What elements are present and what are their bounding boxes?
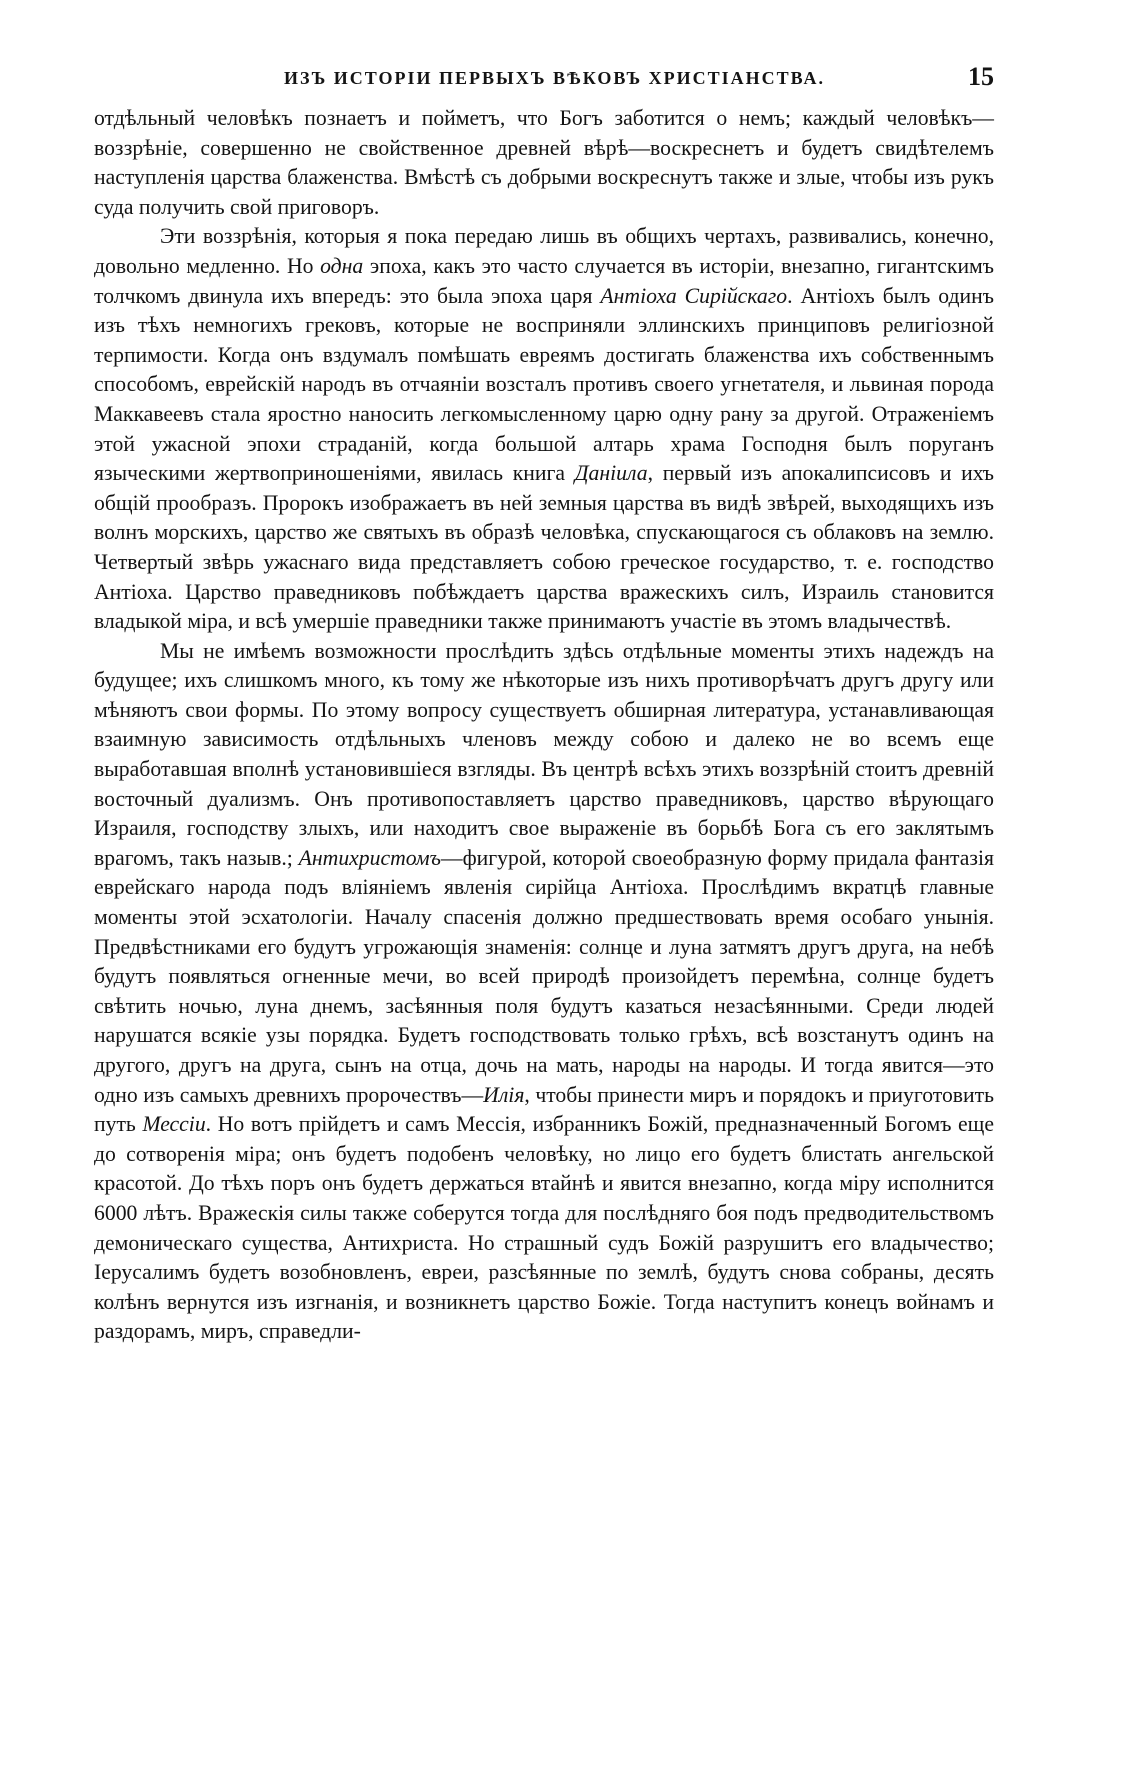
text-run: Эти воззрѣнія, которыя я пока передаю лишь въ общихъ чертахъ, развивались, конечно, довольно медленно. Но — [94, 224, 994, 278]
body-text — [94, 104, 994, 1347]
page-number: 15 — [968, 62, 994, 91]
italic-run: Илія — [483, 1082, 525, 1107]
text-run: —фигурой, которой своеобразную форму придала фантазія еврейскаго народа подъ вліяніемъ явленія сирійца Антіоха. Прослѣдимъ вкратцѣ главные моменты этой эсхатологіи. Началу спасенія должно предшествовать время особаго унынія. Предвѣстниками его будутъ угрожающія знаменія: солнце и луна затмятъ другъ друга, на небѣ будутъ появляться огненные мечи, во всей природѣ произойдетъ перемѣна, солнце будетъ свѣтить ночью, луна днемъ, засѣянныя поля будутъ казаться незасѣянными. Среди людей нарушатся всякіе узы порядка. Будетъ господствовать только грѣхъ, всѣ возстанутъ одинъ на другого, другъ на друга, сынъ на отца, дочь на мать, народы на народы. И тогда явится—это одно изъ самыхъ древнихъ пророчествъ— — [94, 845, 994, 1107]
text-run: эпоха, какъ это часто случается въ исторіи, внезапно, гигантскимъ толчкомъ двинула ихъ впередъ: это была эпоха царя — [94, 253, 994, 308]
running-head — [94, 62, 994, 102]
paragraph-2 — [94, 222, 994, 636]
book-page — [94, 62, 994, 1347]
italic-run: одна — [320, 253, 364, 278]
running-title: ИЗЪ ИСТОРІИ ПЕРВЫХЪ ВѢКОВЪ ХРИСТІАНСТВА. — [284, 68, 826, 88]
text-run: . Но вотъ прійдетъ и самъ Мессія, избранникъ Божій, предназначенный Богомъ еще до сотворенія міра; онъ будетъ подобенъ человѣку, но лицо его будетъ блистать ангельской красотой. До тѣхъ поръ онъ будетъ держаться втайнѣ и явится внезапно, когда міру исполнится 6000 лѣтъ. Вражескія силы также соберутся тогда для послѣдняго боя подъ предводительствомъ демоническаго существа, Антихриста. Но страшный судъ Божій разрушитъ его владычество; Іерусалимъ будетъ возобновленъ, евреи, разсѣянные по землѣ, будутъ снова собраны, десять колѣнъ вернутся изъ изгнанія, и возникнетъ царство Божіе. Тогда наступитъ конецъ войнамъ и раздорамъ, миръ, справедли- — [94, 1112, 994, 1344]
text-run: Мы не имѣемъ возможности прослѣдить здѣсь отдѣльные моменты этихъ надеждъ на будущее; ихъ слишкомъ много, къ тому же нѣкоторые изъ нихъ противорѣчатъ другъ другу или мѣняютъ свои формы. По этому вопросу существуетъ обширная литература, устанавливающая взаимную зависимость отдѣльныхъ членовъ между собою и далеко не во всемъ еще выработавшая вполнѣ установившіеся взгляды. Въ центрѣ всѣхъ этихъ воззрѣній стоитъ древній восточный дуализмъ. Онъ противопоставляетъ царство праведниковъ, царство вѣрующаго Израиля, господству злыхъ, или находитъ свое выраженіе въ борьбѣ Бога съ его заклятымъ врагомъ, такъ назыв.; — [94, 638, 994, 870]
text-run: , первый изъ апокалипсисовъ и ихъ общій прообразъ. Пророкъ изображаетъ въ ней земныя царства въ видѣ звѣрей, выходящихъ изъ волнъ морскихъ, царство же святыхъ въ образѣ человѣка, спускающагося съ облаковъ на землю. Четвертый звѣрь ужаснаго вида представляетъ собою греческое государство, т. е. господство Антіоха. Царство праведниковъ побѣждаетъ царства вражескихъ силъ, Израиль становится владыкой міра, и всѣ умершіе праведники также принимаютъ участіе въ этомъ владычествѣ. — [94, 461, 994, 634]
italic-run: Мессіи — [142, 1112, 206, 1137]
italic-run: Антихристомъ — [298, 845, 441, 870]
text-run: отдѣльный человѣкъ познаетъ и пойметъ, что Богъ заботится о немъ; каждый человѣкъ—воззрѣніе, совершенно не свойственное древней вѣрѣ—воскреснетъ и будетъ свидѣтелемъ наступленія царства блаженства. Вмѣстѣ съ добрыми воскреснутъ также и злые, чтобы изъ рукъ суда получить свой приговоръ. — [94, 106, 994, 219]
text-run: , чтобы принести миръ и порядокъ и приуготовить путь — [94, 1082, 994, 1137]
text-run: . Антіохъ былъ одинъ изъ тѣхъ немногихъ грековъ, которые не восприняли эллинскихъ принциповъ религіозной терпимости. Когда онъ вздумалъ помѣшать евреямъ достигать блаженства ихъ собственнымъ способомъ, еврейскій народъ въ отчаяніи возсталъ противъ своего угнетателя, и львиная порода Маккавеевъ стала яростно наносить легкомысленному царю одну рану за другой. Отраженіемъ этой ужасной эпохи страданій, когда большой алтарь храма Господня былъ поруганъ языческими жертвоприношеніями, явилась книга — [94, 283, 994, 486]
paragraph-1 — [94, 104, 994, 222]
italic-run: Даніила — [574, 461, 648, 486]
italic-run: Антіоха Сирійскаго — [600, 283, 788, 308]
paragraph-3 — [94, 637, 994, 1347]
